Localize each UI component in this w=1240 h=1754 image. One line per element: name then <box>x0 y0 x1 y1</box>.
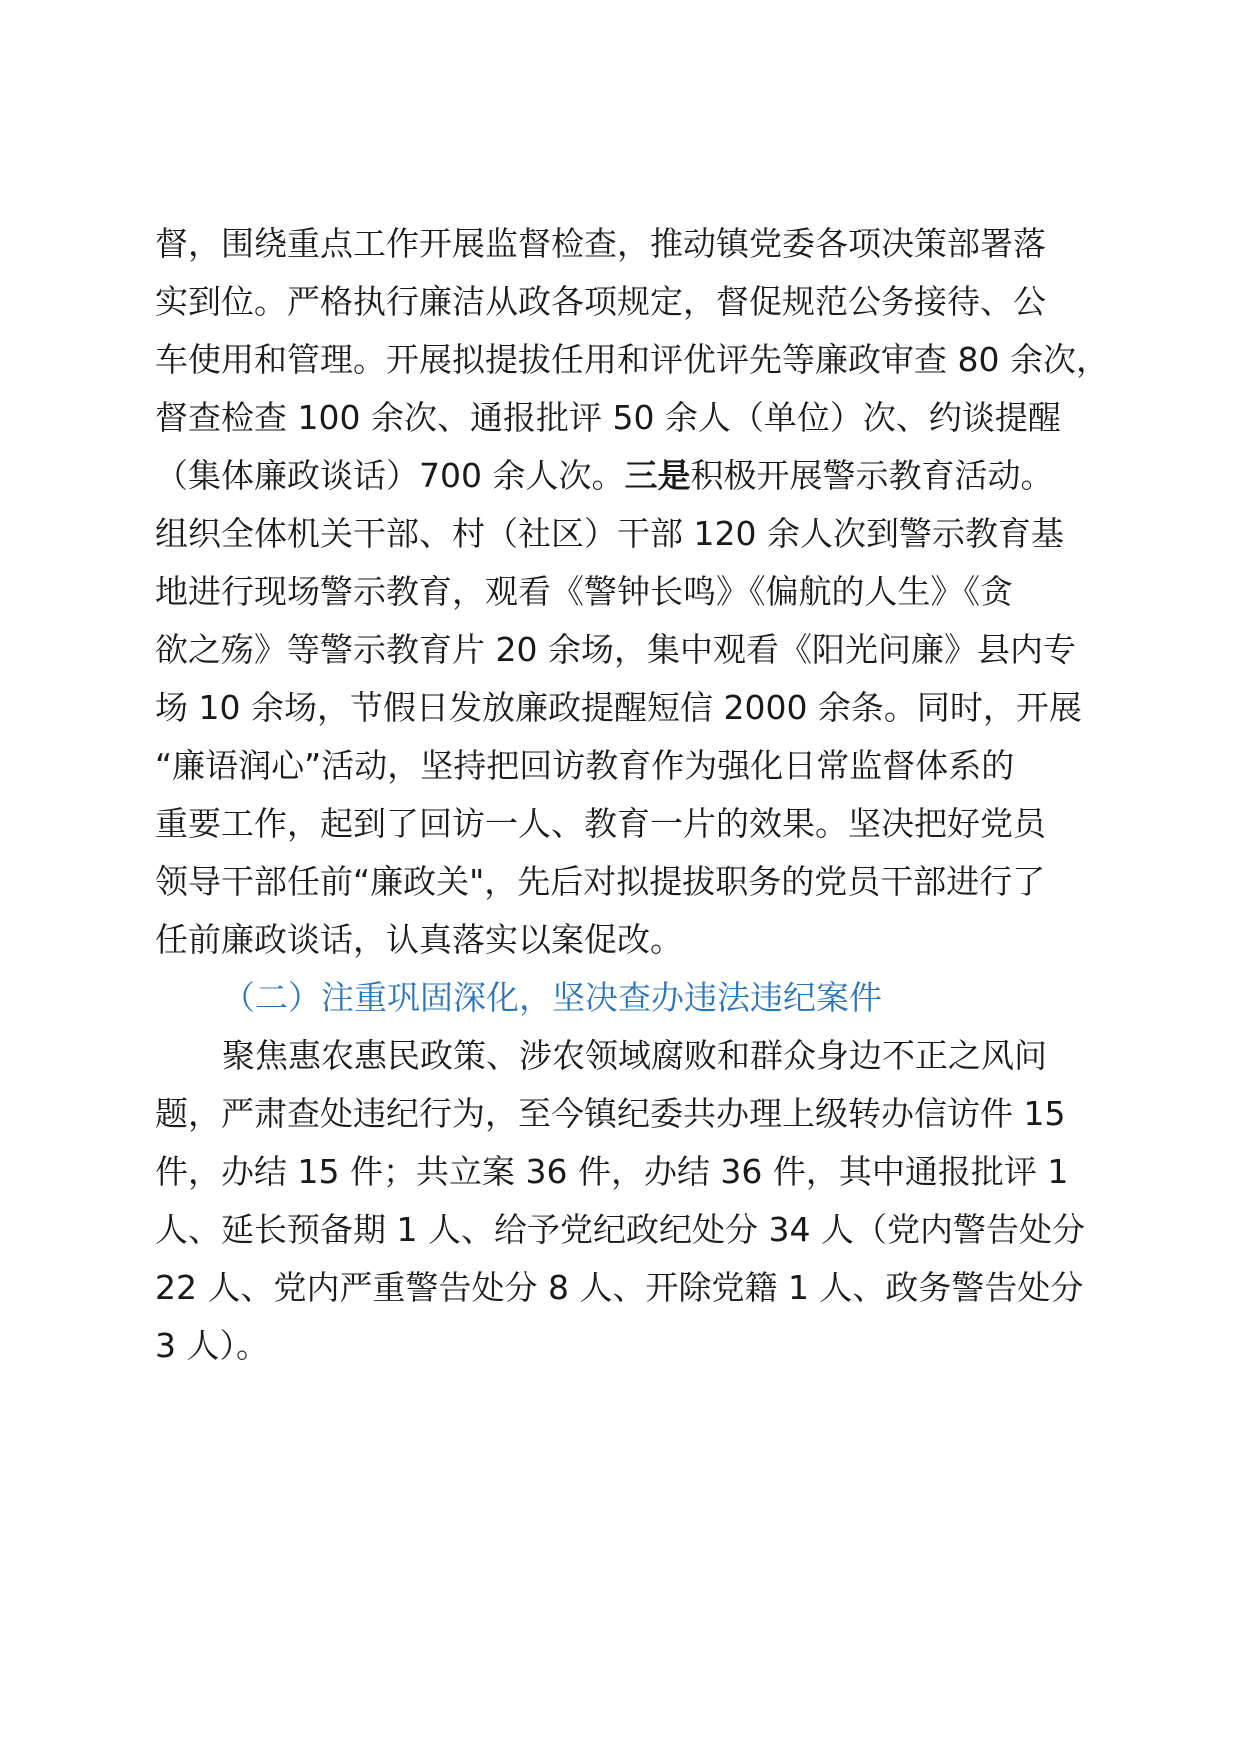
paragraph-1-line-5 <box>155 450 1053 502</box>
paragraph-2-line-6: 3 人）。 <box>155 1326 269 1365</box>
paragraph-1-line-1: 督，围绕重点工作开展监督检查，推动镇党委各项决策部署落 <box>155 224 1046 263</box>
emphasis-third-point: 三是 <box>624 456 691 495</box>
paragraph-1-line-10: “廉语润心”活动，坚持把回访教育作为强化日常监督体系的 <box>155 746 1015 785</box>
line-5-text-a: （集体廉政谈话）700 余人次。 <box>155 456 625 495</box>
paragraph-1-line-4: 督查检查 100 余次、通报批评 50 余人（单位）次、约谈提醒 <box>155 398 1061 437</box>
line-5-text-b: 积极开展警示教育活动。 <box>690 456 1054 495</box>
paragraph-1-line-11: 重要工作，起到了回访一人、教育一片的效果。坚决把好党员 <box>155 804 1046 843</box>
section-heading-2: （二）注重巩固深化，坚决查办违法违纪案件 <box>222 978 882 1017</box>
paragraph-1-line-13: 任前廉政谈话，认真落实以案促改。 <box>155 920 683 959</box>
paragraph-2-line-2: 题，严肃查处违纪行为，至今镇纪委共办理上级转办信访件 15 <box>155 1094 1066 1133</box>
paragraph-1-line-12: 领导干部任前“廉政关"，先后对拟提拔职务的党员干部进行了 <box>155 862 1046 901</box>
paragraph-2-line-4: 人、延长预备期 1 人、给予党纪政纪处分 34 人（党内警告处分 <box>155 1210 1085 1249</box>
paragraph-2-line-5: 22 人、党内严重警告处分 8 人、开除党籍 1 人、政务警告处分 <box>155 1268 1084 1307</box>
paragraph-1-line-3: 车使用和管理。开展拟提拔任用和评优评先等廉政审查 80 余次， <box>155 340 1109 379</box>
paragraph-1-line-9: 场 10 余场，节假日发放廉政提醒短信 2000 余条。同时，开展 <box>155 688 1082 727</box>
paragraph-2-line-1: 聚焦惠农惠民政策、涉农领域腐败和群众身边不正之风问 <box>222 1036 1047 1075</box>
paragraph-1-line-7: 地进行现场警示教育，观看《警钟长鸣》《偏航的人生》《贪 <box>155 572 1013 611</box>
paragraph-2-line-3: 件，办结 15 件；共立案 36 件，办结 36 件，其中通报批评 1 <box>155 1152 1069 1191</box>
paragraph-1-line-8: 欲之殇》等警示教育片 20 余场，集中观看《阳光问廉》县内专 <box>155 630 1076 669</box>
paragraph-1-line-6: 组织全体机关干部、村（社区）干部 120 余人次到警示教育基 <box>155 514 1064 553</box>
paragraph-1-line-2: 实到位。严格执行廉洁从政各项规定，督促规范公务接待、公 <box>155 282 1046 321</box>
